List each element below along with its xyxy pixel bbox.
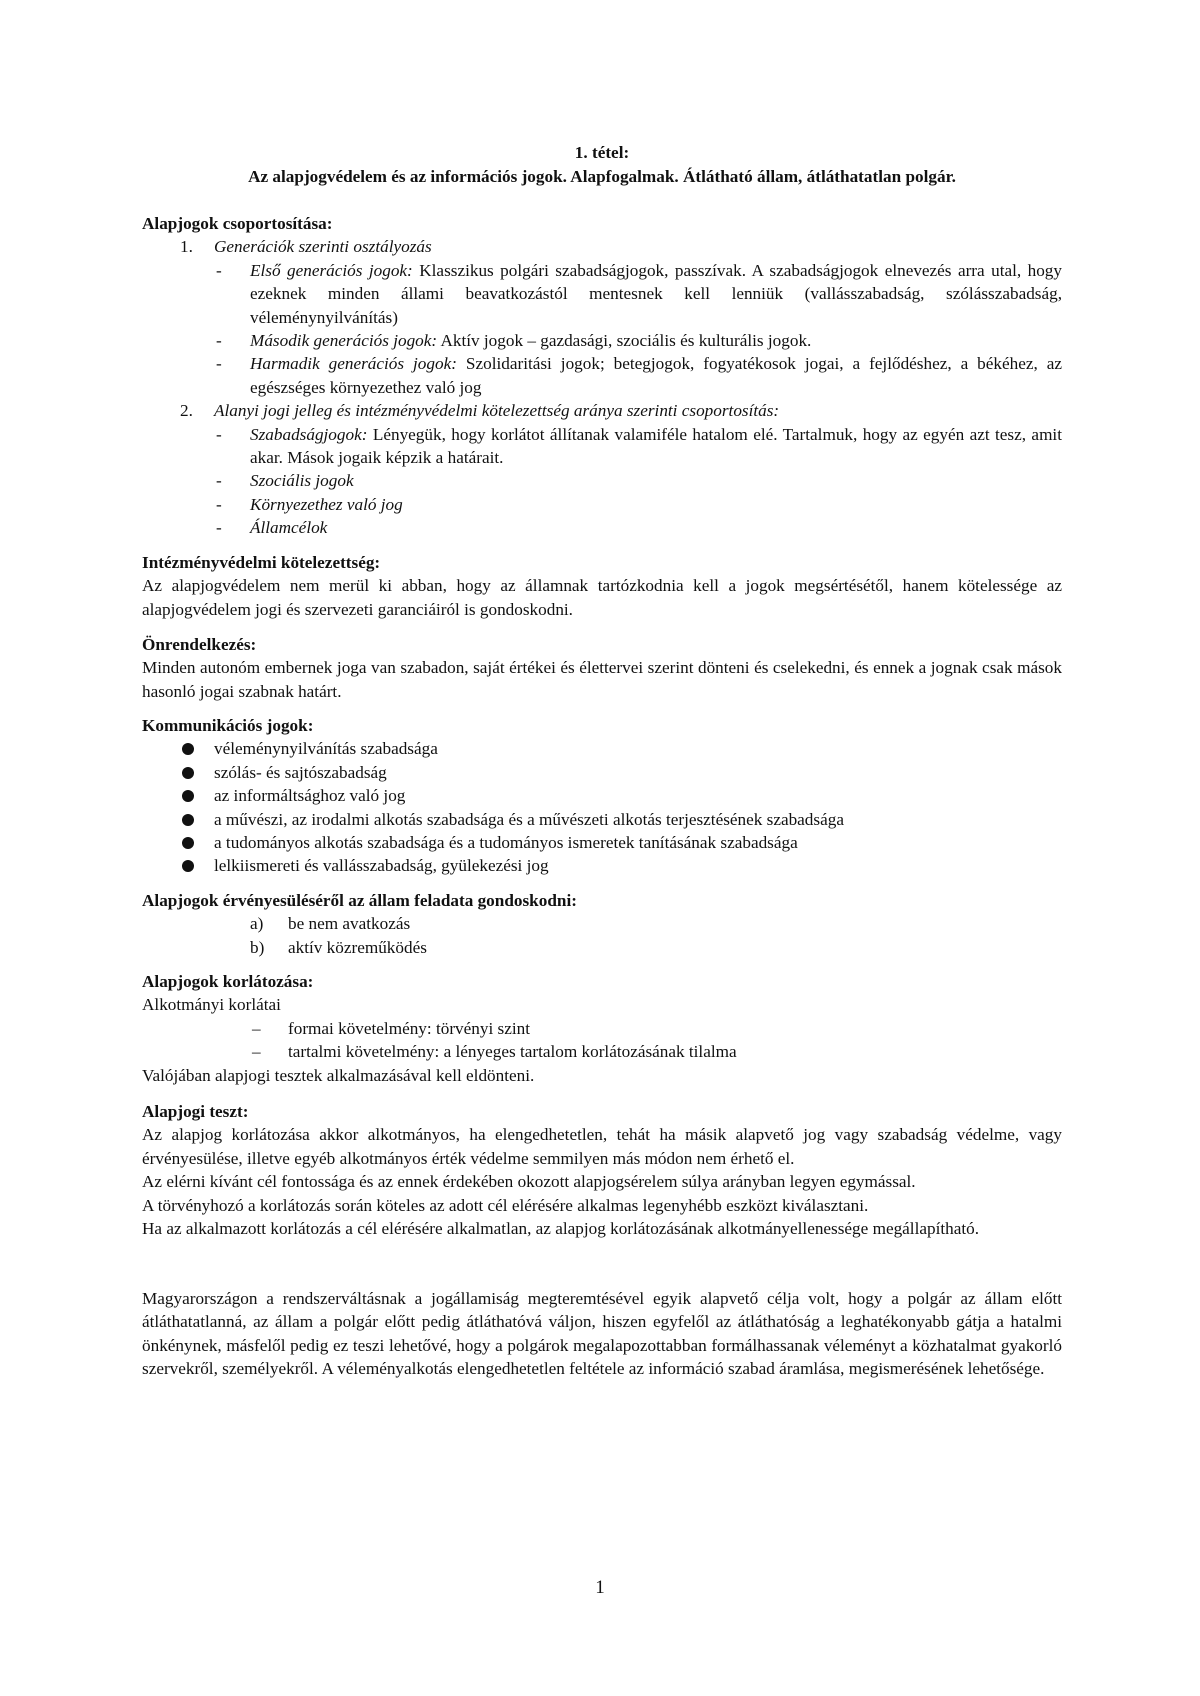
communication-heading: Kommunikációs jogok: [142,716,314,735]
g2-item-3: - Környezethez való jog [216,494,403,514]
g1-item-2-text: Aktív jogok – gazdasági, szociális és kulturális jogok. [437,331,812,351]
section-test [142,1100,1062,1240]
page-number: 1 [595,1577,605,1598]
g2-item-4: - Államcélok [216,518,328,538]
list-item: a művészi, az irodalmi alkotás szabadsága és a művészeti alkotás terjesztésének szabadsága [142,808,1062,831]
institutional-text: Az alapjogvédelem nem merül ki abban, hogy az államnak tartózkodnia kell a jogok megsértésétől, hanem kötelessége az alapjogvédelem jogi és szervezeti garanciáiról is gondoskodni. [142,576,1062,619]
title-number: 1. tétel: [574,143,630,162]
title-subject: Az alapjogvédelem és az információs jogok. Alapfogalmak. Átlátható állam, átláthatatlan polgár. [248,166,956,186]
g1-item-1: - Első generációs jogok: Klasszikus polgári szabadságjogok, passzívak. A szabadságjogok elnevezés arra utal, hogy ezeknek minden állami beavatkozástól mentesnek kell lenniük (vallásszabadság, szólásszabadság, véleménynyilvánítás) [216,260,1062,327]
list-item: b) aktív közreműködés [250,937,427,957]
group-2-label: Alanyi jogi jelleg és intézményvédelmi kötelezettség aránya szerinti csoportosítás: [214,401,780,421]
g2-item-2-term: Szociális jogok [250,471,354,491]
restriction-heading: Alapjogok korlátozása: [142,972,314,991]
section-grouping [142,212,1062,540]
g2-item-3-term: Környezethez való jog [250,494,403,514]
list-item: – formai követelmény: törvényi szint [252,1018,530,1038]
bullet-icon [182,860,194,872]
restriction-intro: Alkotmányi korlátai [142,995,281,1015]
g2-item-1-text: Lényegük, hogy korlátot állítanak valamiféle hatalom elé. Tartalmuk, hogy az egyén azt tesz, amit akar. Mások jogaik képzik a határait. [250,424,1062,468]
section-restriction [142,970,1062,1087]
section-closing [142,1287,1062,1381]
g1-item-2-term: Második generációs jogok: [250,331,438,351]
g2-item-1-term: Szabadságjogok: [250,424,368,444]
g1-item-3: - Harmadik generációs jogok: Szolidaritási jogok; betegjogok, fogyatékosok jogai, a fejlődéshez, a békéhez, az egészséges környezethez való jog [216,354,1062,397]
g1-item-2: - Második generációs jogok: Aktív jogok – gazdasági, szociális és kulturális jogok. [216,331,812,351]
bullet-icon [182,814,194,826]
institutional-heading: Intézményvédelmi kötelezettség: [142,553,381,572]
test-paragraph: Az alapjog korlátozása akkor alkotmányos, ha elengedhetetlen, tehát ha másik alapvető jog vagy szabadság védelme, vagy érvényesülése, illetve egyéb alkotmányos érték védelme semmilyen más módon nem érhető el. [142,1125,1062,1168]
g1-item-3-term: Harmadik generációs jogok: [250,354,457,374]
list-item: lelkiismereti és vallásszabadság, gyülekezési jog [142,854,1062,877]
group-1-label: Generációk szerinti osztályozás [214,237,432,257]
restriction-outro: Valójában alapjogi tesztek alkalmazásával kell eldönteni. [142,1065,535,1085]
grouping-heading: Alapjogok csoportosítása: [142,214,333,233]
state-duty-heading: Alapjogok érvényesüléséről az állam feladata gondoskodni: [142,891,577,910]
g1-item-1-text: Klasszikus polgári szabadságjogok, passzívak. A szabadságjogok elnevezés arra utal, hogy ezeknek minden állami beavatkozástól mentesnek kell lenniük (vallásszabadság, szólásszabadság, véleménynyilvánítás) [250,260,1062,327]
group-1 [142,235,1062,258]
document-title [142,141,1062,188]
list-item: – tartalmi követelmény: a lényeges tartalom korlátozásának tilalma [252,1042,737,1062]
list-item: a tudományos alkotás szabadsága és a tudományos ismeretek tanításának szabadsága [142,831,1062,854]
test-paragraph: A törvényhozó a korlátozás során köteles az adott cél elérésére alkalmas legenyhébb eszközt kiválasztani. [142,1195,869,1215]
list-item: a) be nem avatkozás [250,914,411,934]
closing-paragraph: Magyarországon a rendszerváltásnak a jogállamiság megteremtésével egyik alapvető célja volt, hogy a polgár az állam előtt átláthatatlanná, az állam a polgár előtt pedig átláthatóvá váljon, hiszen egyfelől az átláthatóság a leghatékonyabb gátja a hatalmi önkénynek, másfelől pedig ez teszi lehetővé, hogy a polgárok megalapozottabban formálhassanak véleményt a közhatalmat gyakorló szervekről, személyekről. A véleményalkotás elengedhetetlen feltétele az információ szabad áramlása, megismerésének lehetősége. [142,1289,1062,1379]
g1-item-1-term: Első generációs jogok: [250,260,413,280]
selfdetermination-text: Minden autonóm embernek joga van szabadon, saját értékei és élettervei szerint dönteni és cselekedni, és ennek a jognak csak mások hasonló jogai szabnak határt. [142,658,1062,701]
list-item: az informáltsághoz való jog [142,784,1062,807]
g2-item-2: - Szociális jogok [216,471,354,491]
g1-item-3-text: Szolidaritási jogok; betegjogok, fogyatékosok jogai, a fejlődéshez, a békéhez, az egészséges környezethez való jog [250,354,1062,397]
bullet-icon [182,767,194,779]
bullet-icon [182,743,194,755]
group-2 [142,399,1062,422]
bullet-icon [182,837,194,849]
g2-item-4-term: Államcélok [250,518,328,538]
test-paragraph: Az elérni kívánt cél fontossága és az ennek érdekében okozott alapjogsérelem súlya arányban legyen egymással. [142,1172,916,1192]
section-communication [142,714,1062,878]
bullet-icon [182,790,194,802]
list-item: szólás- és sajtószabadság [142,761,1062,784]
test-paragraph: Ha az alkalmazott korlátozás a cél elérésére alkalmatlan, az alapjog korlátozásának alkotmányellenessége megállapítható. [142,1219,980,1239]
group-1-number: 1. [180,237,193,257]
group-2-number: 2. [180,401,193,421]
section-selfdetermination [142,633,1062,703]
list-item: véleménynyilvánítás szabadsága [142,737,1062,760]
g2-item-1: - Szabadságjogok: Lényegük, hogy korlátot állítanak valamiféle hatalom elé. Tartalmuk, hogy az egyén azt tesz, amit akar. Mások jogaik képzik a határait. [216,424,1062,468]
test-heading: Alapjogi teszt: [142,1102,249,1121]
selfdetermination-heading: Önrendelkezés: [142,635,257,654]
section-state-duty [142,889,1062,959]
section-institutional [142,551,1062,621]
